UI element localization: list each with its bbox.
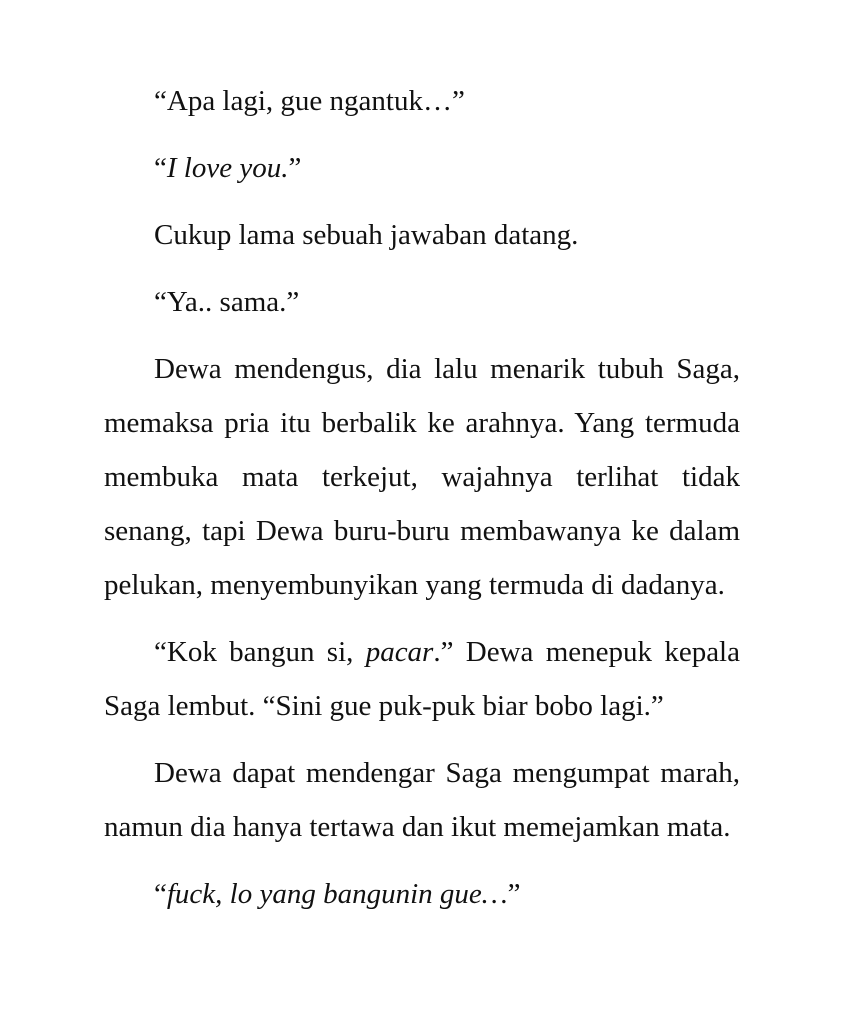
close-quote: ” <box>288 152 302 184</box>
italic-text: fuck, lo yang bangunin gue… <box>166 878 508 910</box>
paragraph-4 <box>104 275 740 329</box>
paragraph-3 <box>104 208 740 262</box>
open-quote: “ <box>154 878 167 910</box>
paragraph-text: .” Dewa menepuk kepala Saga lembut. “Sini gue puk-puk biar bobo lagi.” <box>104 636 740 722</box>
paragraph-text: “Ya.. sama.” <box>154 286 300 318</box>
paragraph-8 <box>104 867 740 921</box>
open-quote: “ <box>154 152 167 184</box>
paragraph-text: “Apa lagi, gue ngantuk…” <box>154 85 465 117</box>
paragraph-text: Cukup lama sebuah jawaban datang. <box>154 219 579 251</box>
paragraph-6 <box>104 625 740 733</box>
paragraph-5 <box>104 342 740 612</box>
italic-text: pacar <box>365 636 434 668</box>
paragraph-text: “Kok bangun si, <box>154 636 366 668</box>
document-page <box>104 74 740 934</box>
close-quote: ” <box>507 878 521 910</box>
paragraph-text: Dewa mendengus, dia lalu menarik tubuh Saga, memaksa pria itu berbalik ke arahnya. Yang termuda membuka mata terkejut, wajahnya terlihat tidak senang, tapi Dewa buru-buru membawanya ke dalam pelukan, menyembunyikan yang termuda di dadanya. <box>104 353 740 601</box>
paragraph-2 <box>104 141 740 195</box>
paragraph-1 <box>104 74 740 128</box>
paragraph-text: Dewa dapat mendengar Saga mengumpat marah, namun dia hanya tertawa dan ikut memejamkan mata. <box>104 757 740 843</box>
paragraph-7 <box>104 746 740 854</box>
italic-text: I love you. <box>166 152 289 184</box>
